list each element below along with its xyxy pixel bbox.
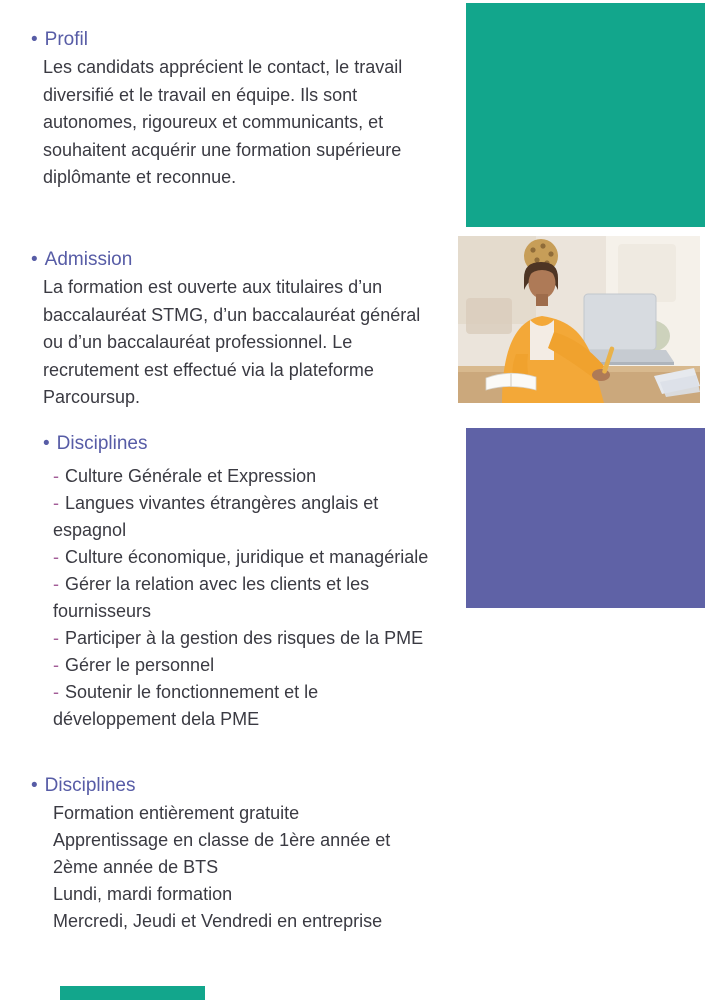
section-profil	[31, 26, 433, 192]
disciplines-list	[53, 463, 435, 733]
bullet-icon: •	[31, 29, 38, 50]
info-line: Lundi, mardi formation	[53, 884, 233, 904]
list-item	[53, 625, 435, 652]
dash-icon: -	[53, 628, 59, 648]
section-heading	[31, 26, 433, 53]
list-item-text: Gérer la relation avec les clients et les fournisseurs	[53, 574, 370, 621]
list-item	[53, 679, 435, 733]
section-disciplines	[43, 430, 437, 733]
admission-paragraph: La formation est ouverte aux titulaires d’un baccalauréat STMG, d’un baccalauréat général ou d’un baccalauréat professionnel. Le recrutement est effectué via la plateforme Parcoursup.	[43, 277, 421, 407]
dash-icon: -	[53, 547, 59, 567]
section-admission	[31, 246, 439, 412]
tshirt	[530, 320, 554, 360]
teal-footer-strip	[60, 986, 205, 1000]
list-item	[53, 463, 435, 490]
list-item	[53, 544, 435, 571]
info-line: Apprentissage en classe de 1ère année et 2ème année de BTS	[53, 830, 391, 877]
dash-icon: -	[53, 574, 59, 594]
list-item-text: Gérer le personnel	[65, 655, 215, 675]
list-item	[53, 571, 435, 625]
student-photo	[458, 236, 700, 403]
dash-icon: -	[53, 493, 59, 513]
info-line: Formation entièrement gratuite	[53, 803, 300, 823]
profil-paragraph: Les candidats apprécient le contact, le travail diversifié et le travail en équipe. Ils sont autonomes, rigoureux et communicants, et souhaitent acquérir une formation supérieure diplômante et reconnue.	[43, 57, 403, 187]
section-title-profil: Profil	[44, 29, 88, 50]
dash-icon: -	[53, 466, 59, 486]
dash-icon: -	[53, 682, 59, 702]
list-item-text: Soutenir le fonctionnement et le développement dela PME	[53, 682, 319, 729]
list-item	[53, 652, 435, 679]
info-line: Mercredi, Jeudi et Vendredi en entreprise	[53, 911, 383, 931]
list-item-text: Culture Générale et Expression	[65, 466, 317, 486]
list-item-text: Langues vivantes étrangères anglais et espagnol	[53, 493, 379, 540]
teal-decoration-block	[466, 3, 705, 227]
list-item-text: Culture économique, juridique et managériale	[65, 547, 429, 567]
section-heading	[43, 430, 437, 457]
list-item	[53, 490, 435, 544]
bullet-icon: •	[43, 433, 50, 454]
section-infos	[31, 772, 435, 935]
bullet-icon: •	[31, 249, 38, 270]
purple-decoration-block	[466, 428, 705, 608]
list-item-text: Participer à la gestion des risques de la PME	[65, 628, 424, 648]
student-photo-illustration	[458, 236, 700, 403]
bullet-icon: •	[31, 775, 38, 796]
section-title-admission: Admission	[44, 249, 133, 270]
section-heading	[31, 772, 435, 799]
section-title-infos: Disciplines	[44, 775, 136, 796]
dash-icon: -	[53, 655, 59, 675]
section-heading	[31, 246, 439, 273]
section-title-disciplines: Disciplines	[56, 433, 148, 454]
infos-lines	[53, 800, 433, 935]
